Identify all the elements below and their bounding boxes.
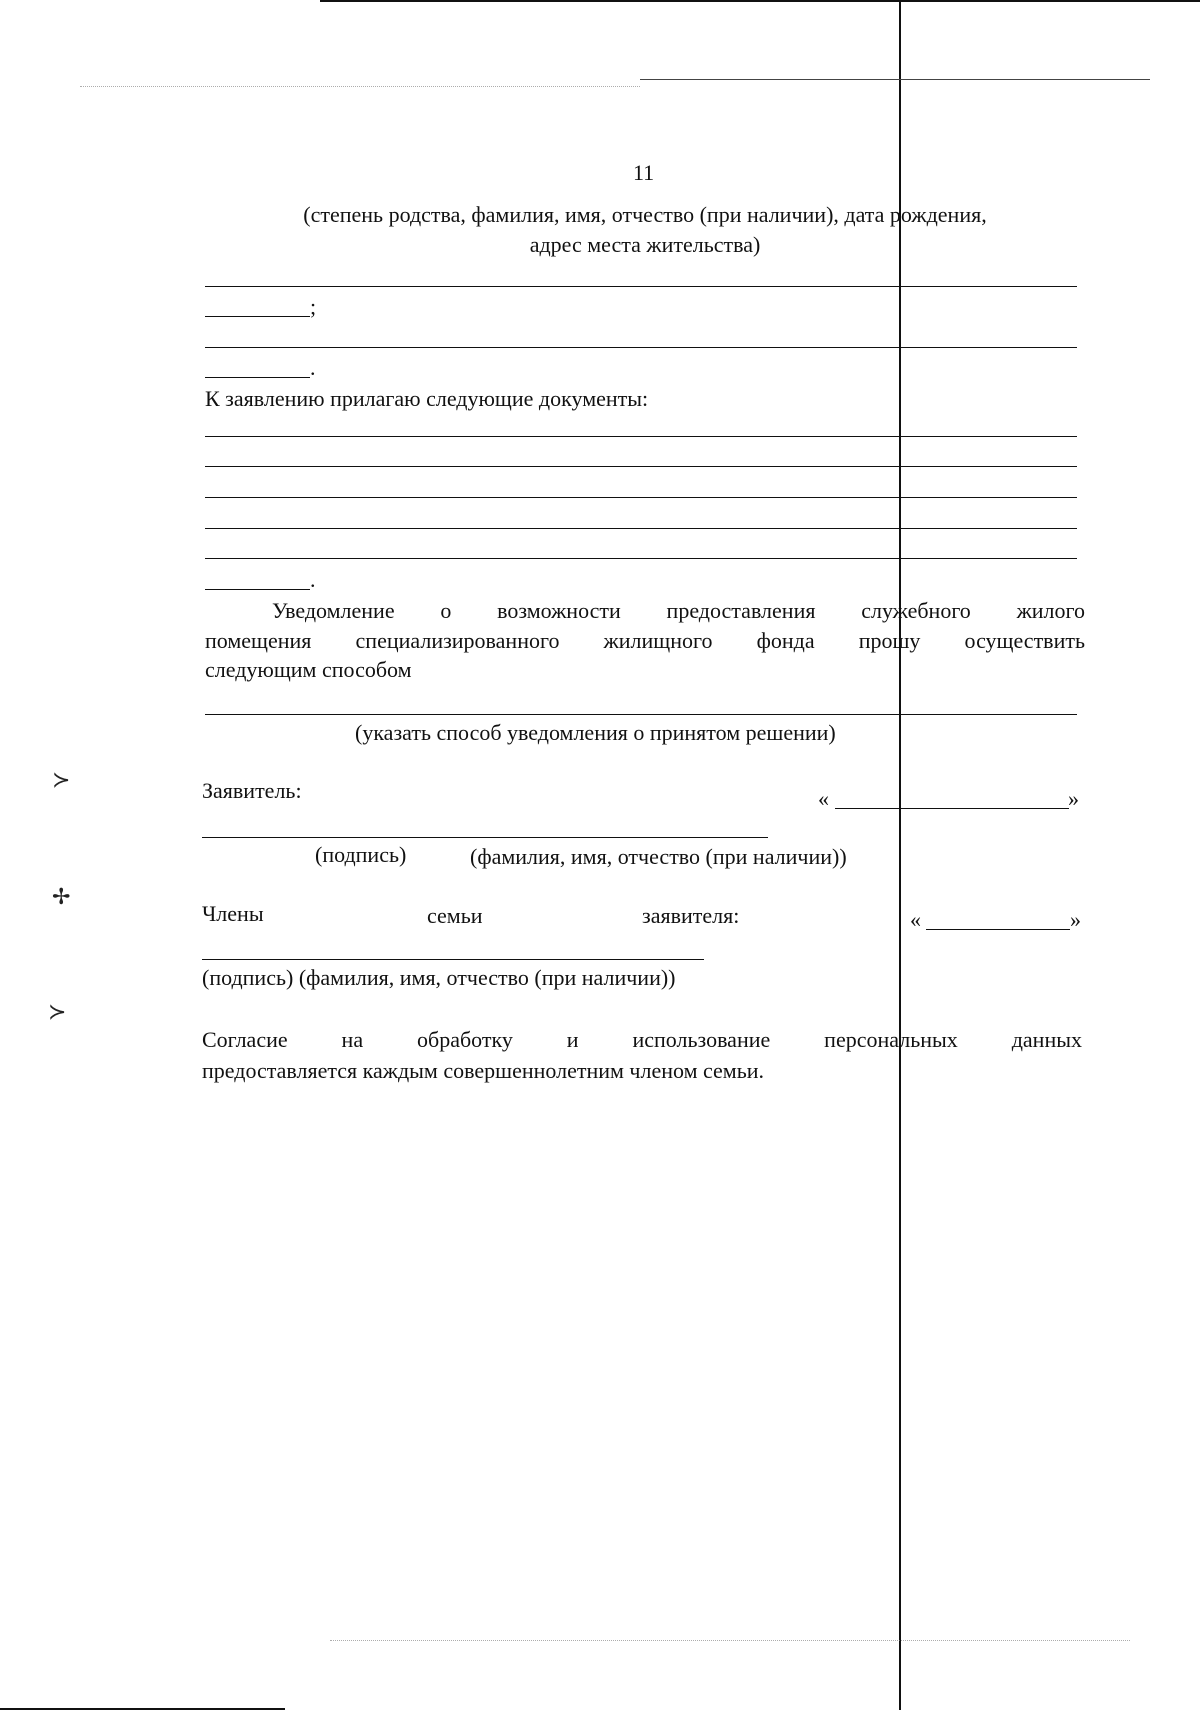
- family-label-word-3: заявителя:: [642, 903, 740, 928]
- family-date-open-quote: «: [910, 907, 921, 932]
- family-signature-line: [202, 959, 704, 960]
- consent-line-1: Согласие на обработку и использование персональных данных: [202, 1027, 1082, 1052]
- family-signature-caption: (подпись) (фамилия, имя, отчество (при наличии)): [202, 965, 676, 990]
- documents-end-mark: .: [310, 567, 316, 592]
- notice-caption: (указать способ уведомления о принятом решении): [355, 720, 836, 745]
- family-label-word-2: семьи: [427, 903, 483, 928]
- document-fill-line: [205, 528, 1077, 529]
- relative-caption-line-2: адрес места жительства): [529, 232, 761, 257]
- relative-fill-line: [205, 316, 310, 317]
- document-fill-line: [205, 497, 1077, 498]
- family-date-line: [926, 929, 1070, 930]
- document-fill-line: [205, 558, 1077, 559]
- consent-line-2: предоставляется каждым совершеннолетним членом семьи.: [202, 1058, 765, 1083]
- scan-header-rule: [640, 79, 1150, 80]
- family-label-word-1: Члены: [202, 901, 264, 926]
- document-fill-line: [205, 436, 1077, 437]
- period-mark: .: [310, 355, 316, 380]
- applicant-date-open-quote: «: [818, 786, 829, 811]
- margin-mark: ≻: [48, 1000, 67, 1025]
- scan-noise: [330, 1640, 1130, 1641]
- margin-mark: ✢: [52, 885, 71, 910]
- scan-noise: [80, 86, 640, 87]
- relative-caption-line-1: (степень родства, фамилия, имя, отчество (при наличии), дата рождения,: [303, 202, 987, 227]
- relative-fill-line: [205, 377, 310, 378]
- notice-line-3: следующим способом: [205, 657, 412, 682]
- relative-fill-line: [205, 286, 1077, 287]
- applicant-date-line: [835, 808, 1069, 809]
- applicant-name-caption: (фамилия, имя, отчество (при наличии)): [470, 844, 847, 869]
- applicant-signature-line: [202, 837, 768, 838]
- document-fill-line: [205, 589, 310, 590]
- document-fill-line: [205, 466, 1077, 467]
- relative-fill-line: [205, 347, 1077, 348]
- semicolon-mark: ;: [310, 294, 317, 319]
- documents-label: К заявлению прилагаю следующие документы:: [205, 386, 649, 411]
- page-number: 11: [633, 160, 655, 185]
- scan-frame-top: [320, 0, 1200, 2]
- applicant-signature-caption: (подпись): [315, 842, 407, 867]
- notice-fill-line: [205, 714, 1077, 715]
- applicant-label: Заявитель:: [202, 778, 302, 803]
- notice-line-2: помещения специализированного жилищного фонда прошу осуществить: [205, 628, 1085, 653]
- family-date-close-quote: »: [1070, 907, 1081, 932]
- applicant-date-close-quote: »: [1068, 786, 1079, 811]
- margin-mark: ≻: [52, 768, 71, 793]
- notice-line-1: Уведомление о возможности предоставления служебного жилого: [272, 598, 1085, 623]
